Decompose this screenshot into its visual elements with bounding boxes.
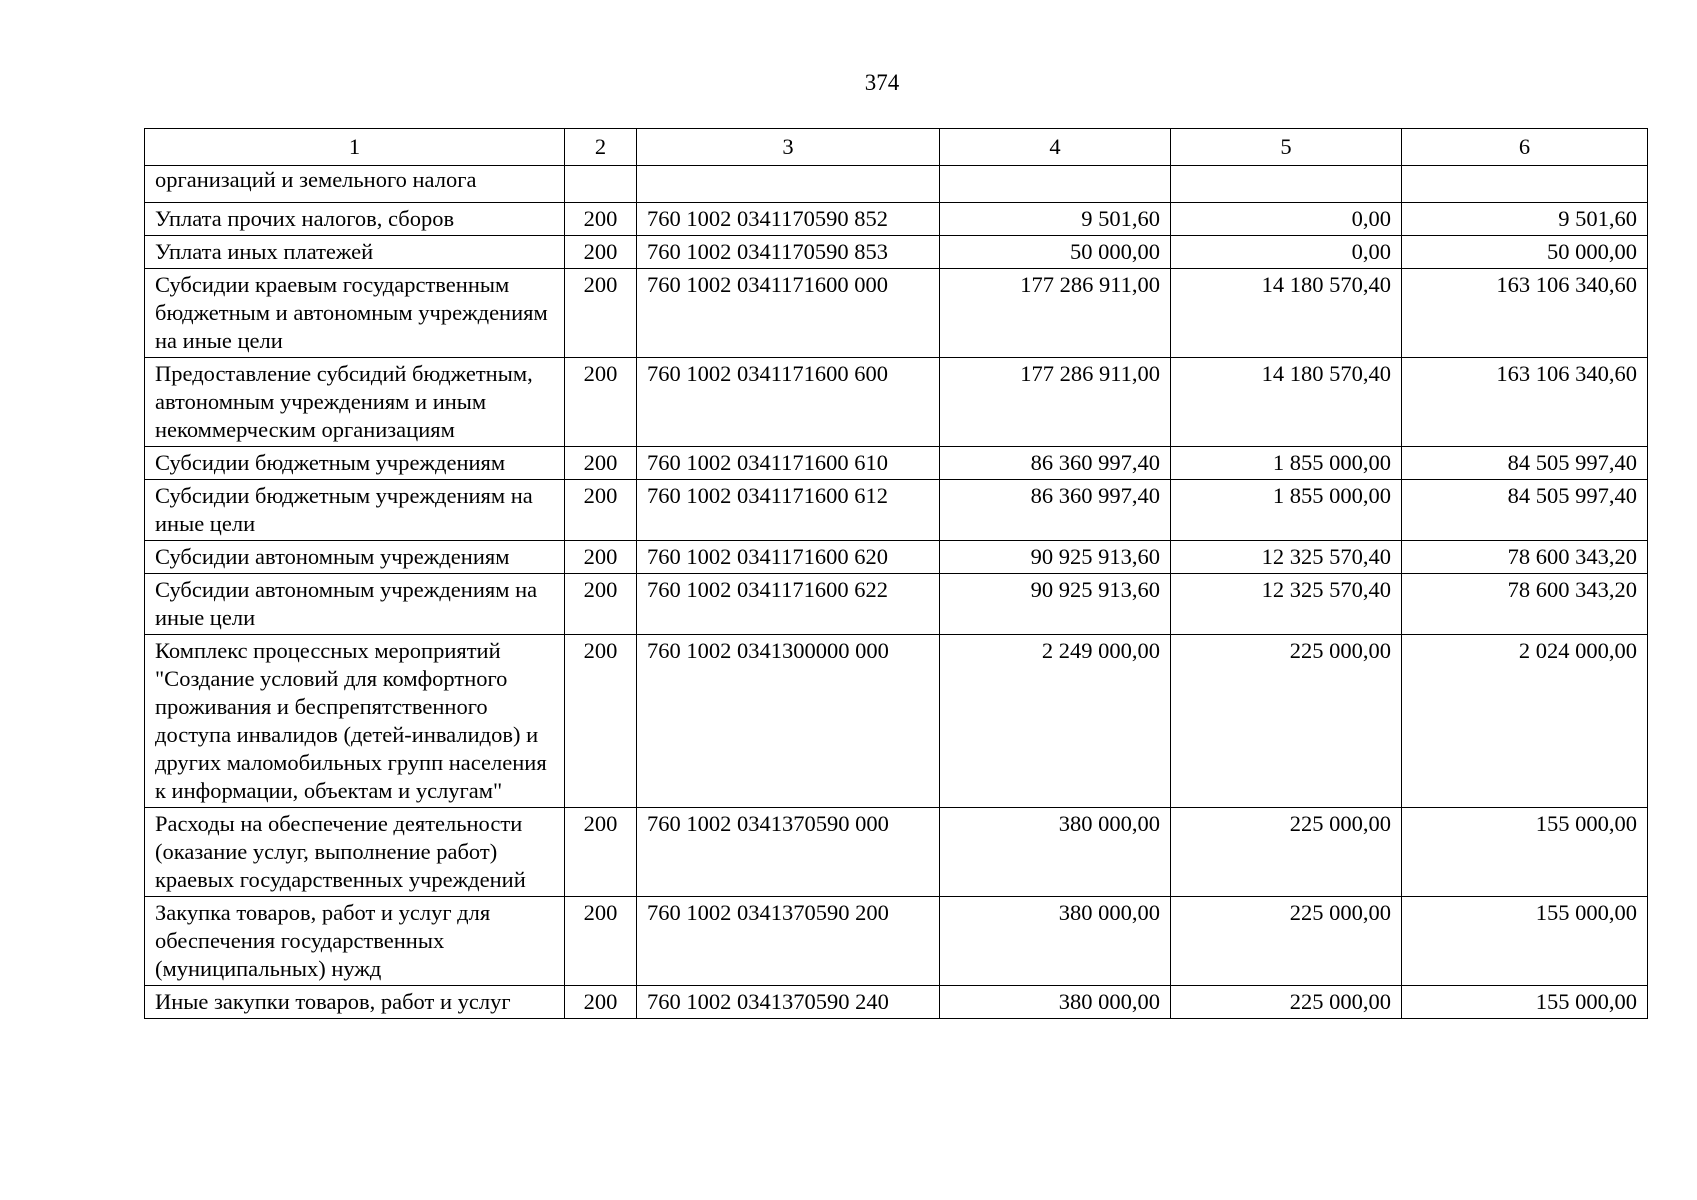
row-name-cell: Предоставление субсидий бюджетным, автономным учреждениям и иным некоммерческим организациям — [145, 358, 565, 447]
row-col5-cell: 225 000,00 — [1171, 986, 1402, 1019]
table-row — [145, 635, 1648, 808]
row-col4-cell: 380 000,00 — [940, 897, 1171, 986]
row-code-cell: 760 1002 0341170590 853 — [637, 236, 940, 269]
row-code-cell: 760 1002 0341370590 000 — [637, 808, 940, 897]
row-name-cell: Иные закупки товаров, работ и услуг — [145, 986, 565, 1019]
row-ved-cell: 200 — [565, 541, 637, 574]
row-ved-cell: 200 — [565, 986, 637, 1019]
table-row — [145, 166, 1648, 203]
row-col6-cell: 155 000,00 — [1402, 897, 1648, 986]
row-col4-cell: 9 501,60 — [940, 203, 1171, 236]
row-col5-cell: 1 855 000,00 — [1171, 447, 1402, 480]
row-col6-cell: 50 000,00 — [1402, 236, 1648, 269]
header-col-1: 1 — [145, 129, 565, 166]
row-col5-cell — [1171, 166, 1402, 203]
row-code-cell: 760 1002 0341171600 600 — [637, 358, 940, 447]
table-row — [145, 447, 1648, 480]
row-code-cell: 760 1002 0341370590 200 — [637, 897, 940, 986]
row-col5-cell: 0,00 — [1171, 236, 1402, 269]
row-col4-cell: 86 360 997,40 — [940, 480, 1171, 541]
row-name-cell: Субсидии автономным учреждениям на иные цели — [145, 574, 565, 635]
row-col5-cell: 225 000,00 — [1171, 808, 1402, 897]
row-col4-cell: 2 249 000,00 — [940, 635, 1171, 808]
row-ved-cell: 200 — [565, 808, 637, 897]
row-ved-cell: 200 — [565, 203, 637, 236]
row-code-cell: 760 1002 0341171600 612 — [637, 480, 940, 541]
row-col5-cell: 14 180 570,40 — [1171, 269, 1402, 358]
row-code-cell: 760 1002 0341171600 622 — [637, 574, 940, 635]
header-col-6: 6 — [1402, 129, 1648, 166]
row-col4-cell: 177 286 911,00 — [940, 358, 1171, 447]
row-code-cell: 760 1002 0341171600 000 — [637, 269, 940, 358]
table-row — [145, 236, 1648, 269]
row-name-cell: Расходы на обеспечение деятельности (оказание услуг, выполнение работ) краевых государственных учреждений — [145, 808, 565, 897]
row-name-cell: Уплата прочих налогов, сборов — [145, 203, 565, 236]
header-col-4: 4 — [940, 129, 1171, 166]
row-ved-cell: 200 — [565, 358, 637, 447]
row-col4-cell: 50 000,00 — [940, 236, 1171, 269]
row-code-cell: 760 1002 0341171600 620 — [637, 541, 940, 574]
table-row — [145, 574, 1648, 635]
row-col6-cell: 155 000,00 — [1402, 986, 1648, 1019]
row-col6-cell — [1402, 166, 1648, 203]
row-col6-cell: 163 106 340,60 — [1402, 358, 1648, 447]
row-col5-cell: 225 000,00 — [1171, 635, 1402, 808]
header-col-2: 2 — [565, 129, 637, 166]
row-code-cell — [637, 166, 940, 203]
row-code-cell: 760 1002 0341170590 852 — [637, 203, 940, 236]
row-ved-cell — [565, 166, 637, 203]
table-row — [145, 203, 1648, 236]
row-ved-cell: 200 — [565, 574, 637, 635]
row-ved-cell: 200 — [565, 635, 637, 808]
row-name-cell: организаций и земельного налога — [145, 166, 565, 203]
row-name-cell: Субсидии автономным учреждениям — [145, 541, 565, 574]
row-col4-cell: 380 000,00 — [940, 986, 1171, 1019]
row-name-cell: Закупка товаров, работ и услуг для обеспечения государственных (муниципальных) нужд — [145, 897, 565, 986]
row-col4-cell — [940, 166, 1171, 203]
row-col6-cell: 84 505 997,40 — [1402, 447, 1648, 480]
row-name-cell: Субсидии бюджетным учреждениям на иные цели — [145, 480, 565, 541]
row-ved-cell: 200 — [565, 236, 637, 269]
row-name-cell: Уплата иных платежей — [145, 236, 565, 269]
header-col-5: 5 — [1171, 129, 1402, 166]
row-col5-cell: 1 855 000,00 — [1171, 480, 1402, 541]
row-name-cell: Субсидии краевым государственным бюджетным и автономным учреждениям на иные цели — [145, 269, 565, 358]
row-col6-cell: 9 501,60 — [1402, 203, 1648, 236]
row-ved-cell: 200 — [565, 447, 637, 480]
row-col6-cell: 78 600 343,20 — [1402, 574, 1648, 635]
row-code-cell: 760 1002 0341171600 610 — [637, 447, 940, 480]
table-header-row — [145, 129, 1648, 166]
budget-table — [144, 128, 1648, 1019]
row-col6-cell: 84 505 997,40 — [1402, 480, 1648, 541]
row-col6-cell: 163 106 340,60 — [1402, 269, 1648, 358]
row-col6-cell: 155 000,00 — [1402, 808, 1648, 897]
table-row — [145, 269, 1648, 358]
row-col4-cell: 380 000,00 — [940, 808, 1171, 897]
table-row — [145, 986, 1648, 1019]
row-col4-cell: 90 925 913,60 — [940, 574, 1171, 635]
row-col6-cell: 78 600 343,20 — [1402, 541, 1648, 574]
row-col4-cell: 86 360 997,40 — [940, 447, 1171, 480]
table-row — [145, 480, 1648, 541]
table-row — [145, 541, 1648, 574]
table-row — [145, 808, 1648, 897]
row-col6-cell: 2 024 000,00 — [1402, 635, 1648, 808]
row-ved-cell: 200 — [565, 897, 637, 986]
row-col4-cell: 177 286 911,00 — [940, 269, 1171, 358]
row-col4-cell: 90 925 913,60 — [940, 541, 1171, 574]
row-col5-cell: 14 180 570,40 — [1171, 358, 1402, 447]
table-body — [145, 166, 1648, 1019]
row-code-cell: 760 1002 0341300000 000 — [637, 635, 940, 808]
row-name-cell: Субсидии бюджетным учреждениям — [145, 447, 565, 480]
row-ved-cell: 200 — [565, 269, 637, 358]
row-col5-cell: 0,00 — [1171, 203, 1402, 236]
table-row — [145, 358, 1648, 447]
header-col-3: 3 — [637, 129, 940, 166]
row-col5-cell: 12 325 570,40 — [1171, 541, 1402, 574]
table-row — [145, 897, 1648, 986]
row-code-cell: 760 1002 0341370590 240 — [637, 986, 940, 1019]
row-col5-cell: 225 000,00 — [1171, 897, 1402, 986]
page-number: 374 — [864, 70, 900, 95]
row-col5-cell: 12 325 570,40 — [1171, 574, 1402, 635]
row-name-cell: Комплекс процессных мероприятий "Создание условий для комфортного проживания и беспрепятственного доступа инвалидов (детей-инвалидов) и других маломобильных групп населения к информации, объектам и услугам" — [145, 635, 565, 808]
row-ved-cell: 200 — [565, 480, 637, 541]
